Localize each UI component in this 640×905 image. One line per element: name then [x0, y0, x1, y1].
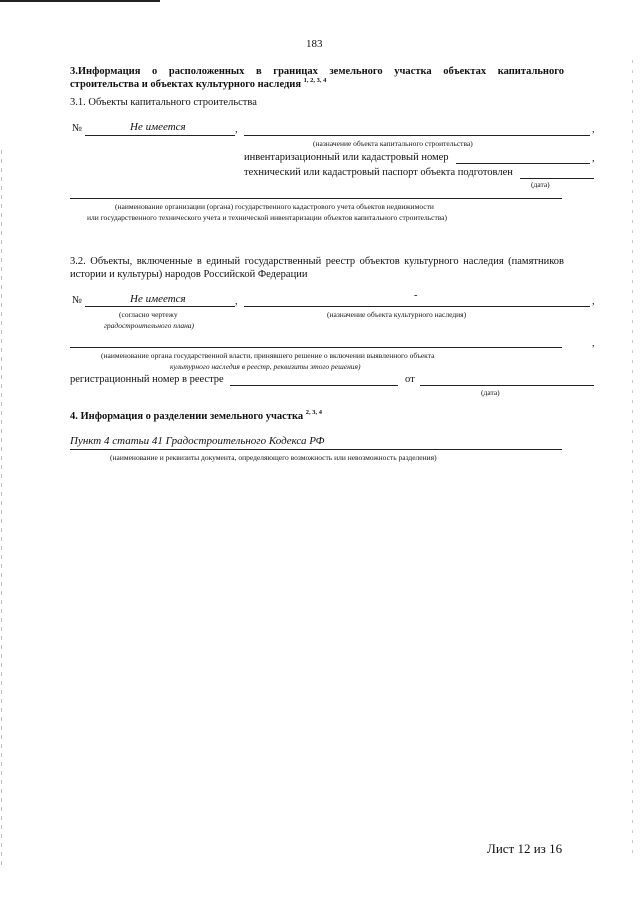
- section4-heading-footnote: 2, 3, 4: [305, 409, 323, 416]
- drawing-caption-line1: (согласно чертежу: [119, 310, 178, 319]
- passport-label: технический или кадастровый паспорт объекта подготовлен: [244, 167, 513, 178]
- s32-purpose-line: [244, 306, 590, 307]
- section4-heading-text: 4. Информация о разделении земельного участка: [70, 411, 304, 422]
- passport-date-line: [520, 178, 594, 179]
- section3-heading-line2: [70, 79, 326, 90]
- s31-number-line: [85, 135, 235, 136]
- scan-edge-right: [632, 60, 633, 860]
- scan-edge-top: [0, 0, 160, 2]
- s32-dash: -: [414, 290, 418, 301]
- s32-number-line: [85, 306, 235, 307]
- section31-title: 3.1. Объекты капитального строительства: [70, 97, 257, 108]
- authority-line: [70, 347, 562, 348]
- section32-text-line1: 3.2. Объекты, включенные в единый государственный реестр объектов культурного наследия (памятников: [70, 256, 564, 267]
- reg-date-line: [420, 385, 594, 386]
- drawing-caption-line2: градостроительного плана): [104, 321, 195, 330]
- s32-comma-1: ,: [235, 296, 238, 307]
- reg-date-caption: (дата): [481, 388, 500, 397]
- reg-number-line: [230, 385, 398, 386]
- page-number: 183: [306, 38, 323, 50]
- s31-purpose-caption: (назначение объекта капитального строительства): [313, 139, 473, 148]
- section32-text-line2: истории и культуры) народов Российской Федерации: [70, 269, 308, 280]
- authority-caption-line1: (наименование органа государственной власти, принявшего решение о включении выявленного объекта: [101, 351, 435, 360]
- reg-number-label: регистрационный номер в реестре: [70, 374, 224, 385]
- s31-number-value: Не имеется: [130, 121, 186, 133]
- s32-comma-2: ,: [592, 296, 595, 307]
- s31-purpose-line: [244, 135, 590, 136]
- section4-heading: [70, 411, 322, 422]
- org-caption-line1: (наименование организации (органа) государственного кадастрового учета объектов недвижимости: [115, 202, 434, 211]
- sheet-counter: Лист 12 из 16: [487, 841, 563, 856]
- section4-value: Пункт 4 статьи 41 Градостроительного Кодекса РФ: [70, 435, 325, 447]
- inventory-number-line: [456, 163, 590, 164]
- s32-number-value: Не имеется: [130, 293, 186, 305]
- inventory-comma: ,: [592, 153, 595, 164]
- s32-purpose-caption: (назначение объекта культурного наследия): [327, 310, 467, 319]
- section4-caption: (наименование и реквизиты документа, определяющего возможность или невозможность разделения): [110, 453, 437, 462]
- org-line: [70, 198, 562, 199]
- section4-line: [70, 449, 562, 450]
- authority-caption-line2: культурного наследия в реестр, реквизиты этого решения): [170, 362, 361, 371]
- s31-comma-1: ,: [235, 124, 238, 135]
- passport-date-caption: (дата): [531, 180, 550, 189]
- section3-heading-line1: 3.Информация о расположенных в границах земельного участка объектах капитального: [70, 66, 564, 77]
- s31-comma-2: ,: [592, 124, 595, 135]
- org-caption-line2: или государственного технического учета и технической инвентаризации объектов капитального строительства): [87, 213, 448, 222]
- reg-from-label: от: [405, 374, 415, 385]
- section3-heading-footnote: 1, 2, 3, 4: [303, 77, 327, 84]
- scan-edge-left: [1, 150, 2, 870]
- inventory-number-label: инвентаризационный или кадастровый номер: [244, 152, 449, 163]
- authority-comma: ,: [592, 338, 595, 349]
- s32-number-label: №: [72, 295, 83, 306]
- section3-heading-text: строительства и объектах культурного наследия: [70, 79, 302, 90]
- s31-number-label: №: [72, 123, 83, 134]
